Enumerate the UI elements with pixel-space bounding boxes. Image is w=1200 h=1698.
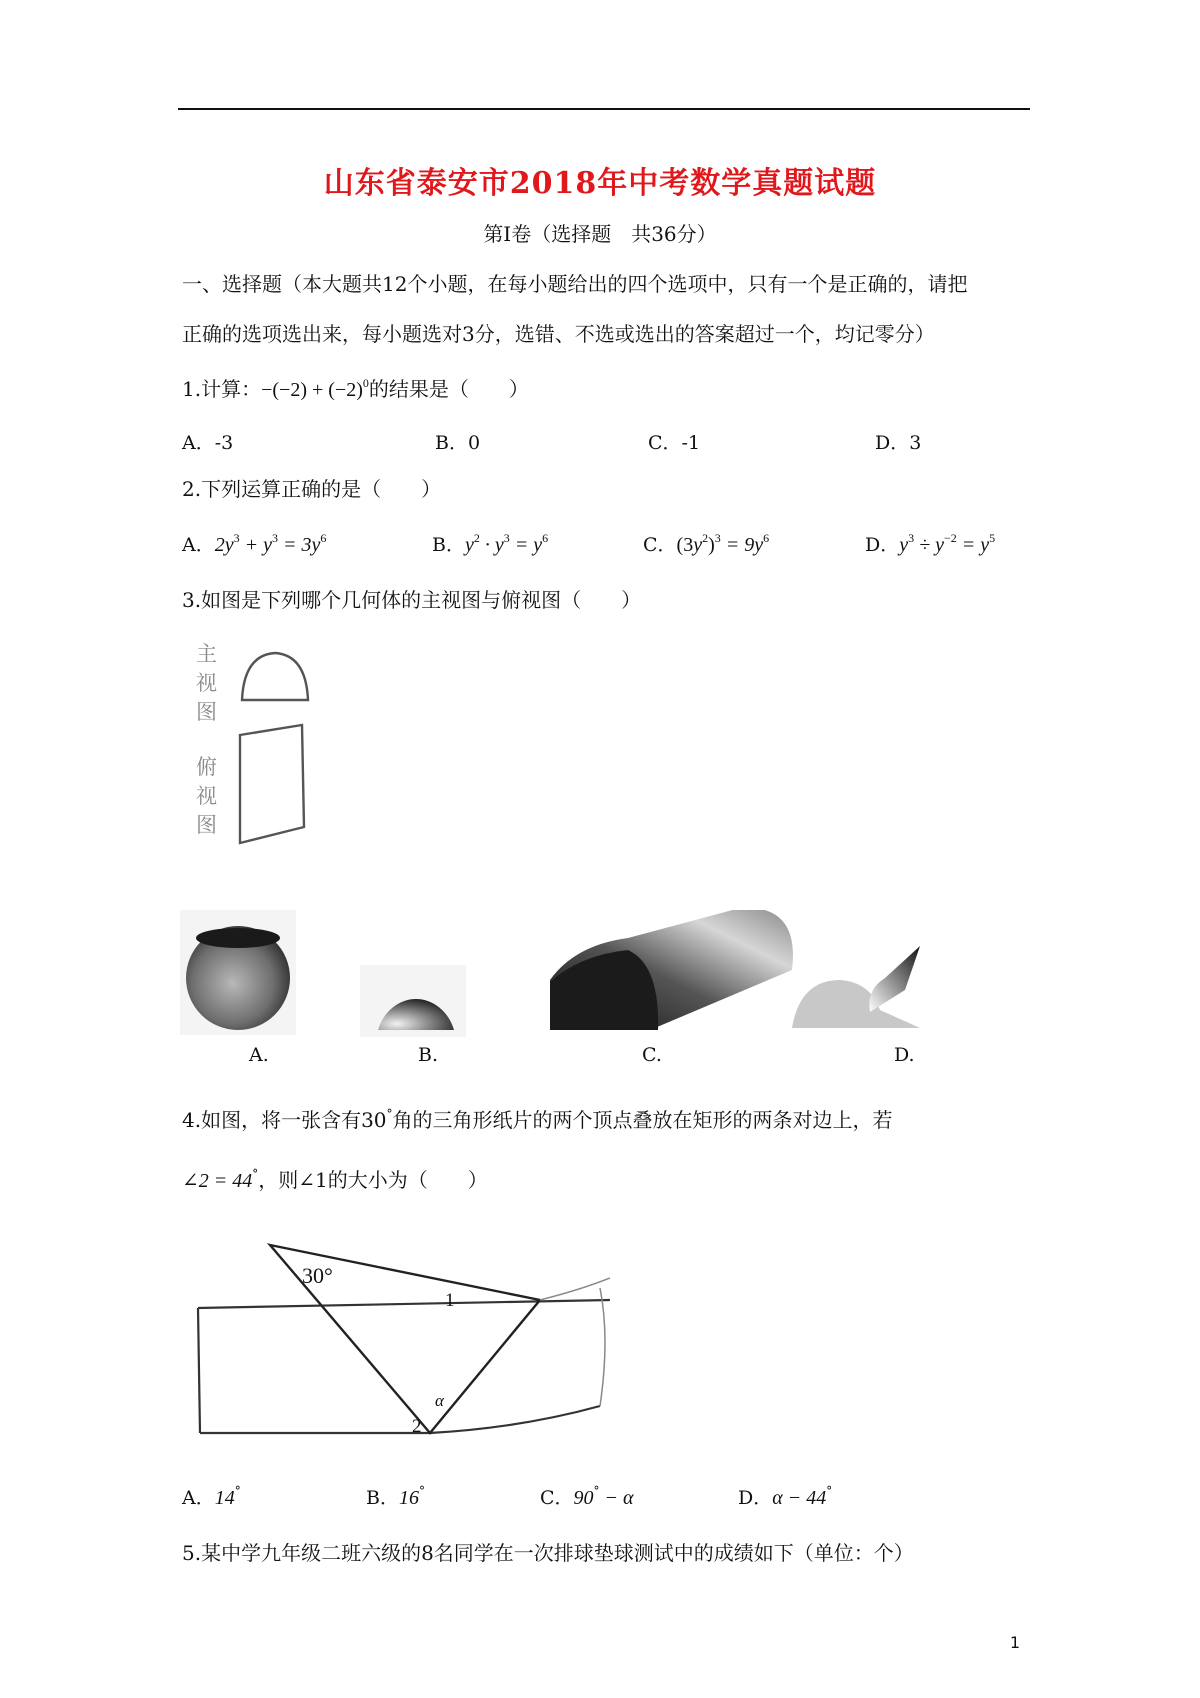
question-4-line-2: ∠2 = 44°，则∠1的大小为（ ） [182, 1167, 488, 1192]
rect-right-edge [600, 1288, 605, 1406]
question-5: 5.某中学九年级二班六级的8名同学在一次排球垫球测试中的成绩如下（单位：个） [182, 1541, 914, 1565]
q1-option-d[interactable]: D．3 [875, 432, 922, 454]
question-3: 3.如图是下列哪个几何体的主视图与俯视图（ ） [182, 588, 642, 612]
q3-option-d[interactable]: D. [894, 1044, 915, 1066]
question-1 [182, 373, 529, 402]
alpha-label: α [435, 1391, 444, 1410]
q4-figure [190, 1228, 610, 1448]
rect-left-edge [198, 1308, 200, 1433]
rect-bottom-edge [200, 1406, 600, 1433]
q1-prefix: 1.计算： [182, 377, 262, 401]
q3-option-a[interactable]: A. [249, 1044, 269, 1066]
rect-top-edge [198, 1300, 610, 1308]
q1-option-b[interactable]: B．0 [435, 432, 481, 454]
top-view-rectangle [240, 725, 304, 843]
q2-option-c[interactable]: C．$(3y^2)^3 = 9y^6$ [643, 531, 770, 556]
q2-option-a[interactable]: A．$2y^3 + y^3 = 3y^6$ [182, 531, 327, 556]
option-c-half-cylinder-icon[interactable] [550, 910, 793, 1030]
angle-2-label: 2 [412, 1416, 422, 1437]
q2-option-b[interactable]: B．$y^2 \cdot y^3 = y^6$ [432, 531, 549, 556]
q3-solids-figure [180, 910, 1020, 1040]
section-heading: 第Ⅰ卷（选择题 共36分） [483, 222, 717, 246]
question-2: 2.下列运算正确的是（ ） [182, 477, 442, 501]
q4-option-c[interactable]: C．90° − α [540, 1484, 634, 1509]
instructions-line-2: 正确的选项选出来，每小题选对3分，选错、不选或选出的答案超过一个，均记零分） [182, 322, 935, 346]
q4-option-b[interactable]: B．16° [366, 1484, 425, 1509]
q3-option-c[interactable]: C. [642, 1044, 662, 1066]
question-4-line-1: 4.如图，将一张含有30°角的三角形纸片的两个顶点叠放在矩形的两条对边上，若 [182, 1107, 893, 1132]
q3-option-b[interactable]: B. [418, 1044, 439, 1066]
q1-option-c[interactable]: C．-1 [648, 432, 701, 454]
angle-30-label: 30° [302, 1263, 333, 1288]
q1-suffix: 的结果是（ ） [368, 377, 529, 401]
q4-option-d[interactable]: D．α − 44° [738, 1484, 833, 1509]
top-rule [178, 108, 1030, 110]
front-view-label: 主视图 [196, 642, 217, 724]
q1-option-a[interactable]: A．-3 [182, 432, 234, 454]
option-d-half-cone-icon[interactable] [792, 946, 920, 1028]
q4-option-a[interactable]: A．14° [182, 1484, 241, 1509]
q1-expression: $-(-2) + (-2)^0$ [261, 376, 369, 401]
option-b-hemisphere-icon[interactable] [360, 965, 466, 1037]
instructions-line-1: 一、选择题（本大题共12个小题，在每小题给出的四个选项中，只有一个是正确的，请把 [182, 272, 968, 296]
page-title: 山东省泰安市2018年中考数学真题试题 [323, 166, 877, 201]
front-view-semicircle [242, 653, 308, 700]
top-view-label: 俯视图 [196, 755, 217, 837]
q2-option-d[interactable]: D．$y^3 \div y^{-2} = y^5$ [865, 531, 996, 556]
angle-1-label: 1 [445, 1290, 455, 1311]
option-a-sphere-cut-icon[interactable] [180, 910, 296, 1035]
page-number: 1 [1009, 1633, 1020, 1652]
q3-views-figure [230, 645, 320, 845]
